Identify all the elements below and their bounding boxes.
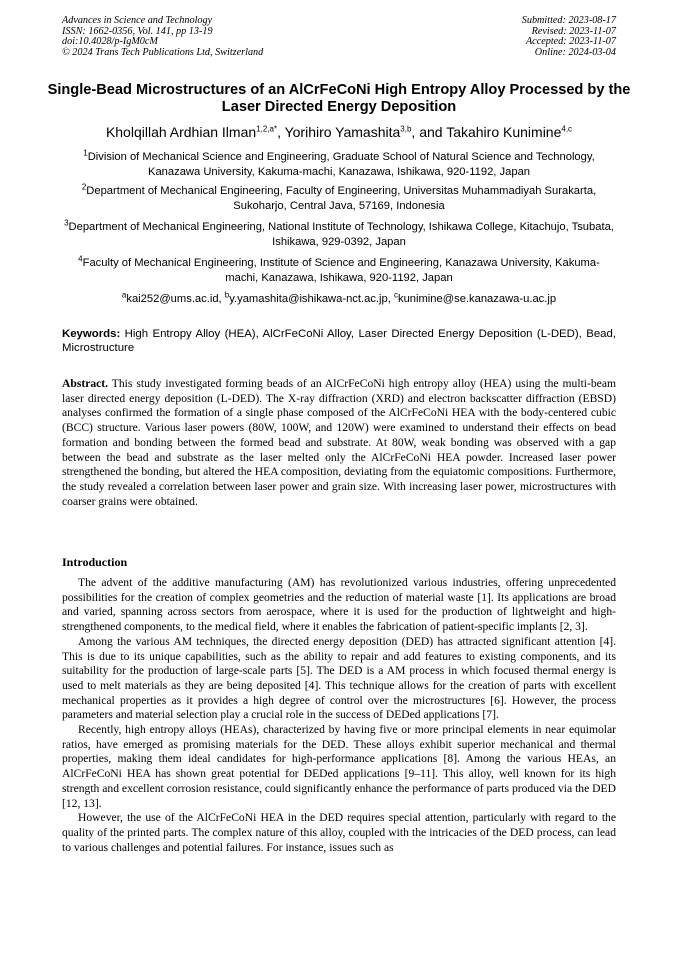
- affiliation-number: 1: [83, 148, 88, 158]
- affiliation-text: Division of Mechanical Science and Engineering, Graduate School of Natural Science and Technology, Kanazawa University, Kakuma-machi, Kanazawa, Ishikawa, 920-1192, Japan: [87, 151, 595, 178]
- affiliation: [62, 150, 616, 179]
- paper-title: Single-Bead Microstructures of an AlCrFeCoNi High Entropy Alloy Processed by the Laser Directed Energy Deposition: [47, 82, 631, 115]
- abstract: [62, 377, 616, 509]
- journal-name: Advances in Science and Technology: [62, 15, 213, 26]
- paragraph: The advent of the additive manufacturing (AM) has revolutionized various industries, offering unprecedented possibilities for the creation of complex geometries and the reduction of material waste [1]. Its applications are broad and varied, spanning across sectors from aerospace, where it is used for the production of lightweight and high-strengthened components, to the medical field, where it enables the fabrication of patient-specific implants [2, 3].: [62, 576, 616, 634]
- email-marker: c: [393, 290, 398, 300]
- author-name: Yorihiro Yamashita: [284, 124, 401, 140]
- online-date: Online: 2024-03-04: [534, 46, 616, 58]
- author-separator: ,: [277, 124, 285, 140]
- email-marker: a: [121, 290, 127, 300]
- email-address[interactable]: kunimine@se.kanazawa-u.ac.jp: [397, 293, 557, 305]
- author-list: [20, 123, 658, 141]
- affiliation: [62, 220, 616, 249]
- section-heading-introduction: Introduction: [62, 555, 128, 569]
- revised-date: Revised: 2023-11-07: [531, 25, 616, 37]
- affiliation-text: Department of Mechanical Engineering, Faculty of Engineering, Universitas Muhammadiyah Surakarta, Sukoharjo, Central Java, 57169, Indonesia: [86, 185, 597, 212]
- introduction-body: [62, 576, 616, 855]
- paragraph: However, the use of the AlCrFeCoNi HEA in the DED requires special attention, particularly with regard to the quality of the printed parts. The complex nature of this alloy, coupled with the intricacies of the DED process, can lead to various challenges and potential failures. For instance, issues such as: [62, 811, 616, 854]
- affiliation-number: 3: [64, 218, 69, 228]
- keywords-text: High Entropy Alloy (HEA), AlCrFeCoNi Alloy, Laser Directed Energy Deposition (L-DED), Bead, Microstructure: [62, 328, 616, 355]
- affiliation: [62, 184, 616, 213]
- email-address[interactable]: kai252@ums.ac.id,: [126, 293, 225, 305]
- abstract-text: This study investigated forming beads of an AlCrFeCoNi high entropy alloy (HEA) using the multi-beam laser directed energy deposition (L-DED). The X-ray diffraction (XRD) and electron backscatter diffraction (EBSD) analyses confirmed the formation of a single phase composed of the AlCrFeCoNi HEA with the body-centered cubic (BCC) structure. Various laser powers (80W, 100W, and 120W) were examined to understand their effects on bead formation and bonding between the formed bead and substrate. At 80W, weak bonding was observed with a gap between the bead and substrate as the laser melted only the AlCrFeCoNi HEA powder. Increased laser power strengthened the bonding, but altered the HEA composition, deviating from the equiatomic compositions. Furthermore, the study revealed a correlation between laser power and grain size. With increasing laser power, microstructures with coarser grains were obtained.: [62, 377, 616, 508]
- doi-line[interactable]: doi:10.4028/p-IgM0cM: [62, 36, 158, 48]
- keywords-label: Keywords:: [62, 328, 121, 340]
- submitted-date: Submitted: 2023-08-17: [521, 15, 616, 26]
- paragraph: Recently, high entropy alloys (HEAs), characterized by having five or more principal elements in near equimolar ratios, have emerged as promising materials for the DED. These alloys exhibit superior mechanical and thermal properties, making them ideal candidates for high-performance applications [8]. Among the various HEAs, an AlCrFeCoNi HEA has shown great potential for DEDed applications [9–11]. This alloy, well known for its high strength and excellent corrosion resistance, could significantly enhance the performance of parts produced via the DED [12, 13].: [62, 723, 616, 810]
- keywords: [62, 327, 616, 356]
- author-name: Kholqillah Ardhian Ilman: [105, 124, 257, 140]
- abstract-label: Abstract.: [62, 377, 109, 390]
- copyright-line: © 2024 Trans Tech Publications Ltd, Switzerland: [62, 46, 264, 58]
- author-separator: , and: [411, 124, 447, 140]
- author-affiliation-marker: 3,b: [400, 124, 412, 134]
- affiliation-text: Faculty of Mechanical Engineering, Institute of Science and Engineering, Kanazawa University, Kakuma-machi, Kanazawa, Ishikawa, 920-1192, Japan: [82, 257, 600, 284]
- affiliation: [62, 256, 616, 285]
- author-name: Takahiro Kunimine: [446, 124, 562, 140]
- email-marker: b: [224, 290, 230, 300]
- author-affiliation-marker: 4,c: [561, 124, 573, 134]
- publication-dates: [522, 16, 616, 58]
- accepted-date: Accepted: 2023-11-07: [525, 36, 616, 48]
- email-address[interactable]: y.yamashita@ishikawa-nct.ac.jp,: [229, 293, 394, 305]
- paragraph: Among the various AM techniques, the directed energy deposition (DED) has attracted significant attention [4]. This is due to its unique capabilities, such as the ability to repair and add features to existing components, and its suitability for the production of large-scale parts [5]. The DED is a AM process in which focused thermal energy is used to melt materials as they are being deposited [4]. This technique allows for the creation of parts with excellent mechanical properties as it provides a high degree of control over the microstructures [6]. However, the process parameters and material selection play a crucial role in the success of DEDed applications [7].: [62, 634, 616, 722]
- affiliation-number: 2: [81, 182, 87, 192]
- author-affiliation-marker: 1,2,a*: [256, 124, 278, 134]
- issn-line: ISSN: 1662-0356, Vol. 141, pp 13-19: [62, 25, 213, 37]
- affiliation-number: 4: [78, 254, 83, 264]
- affiliation-text: Department of Mechanical Engineering, National Institute of Technology, Ishikawa College, Kitachujo, Tsubata, Ishikawa, 929-0392, Japan: [68, 221, 614, 248]
- journal-info: [62, 16, 263, 58]
- email-list: [40, 292, 638, 306]
